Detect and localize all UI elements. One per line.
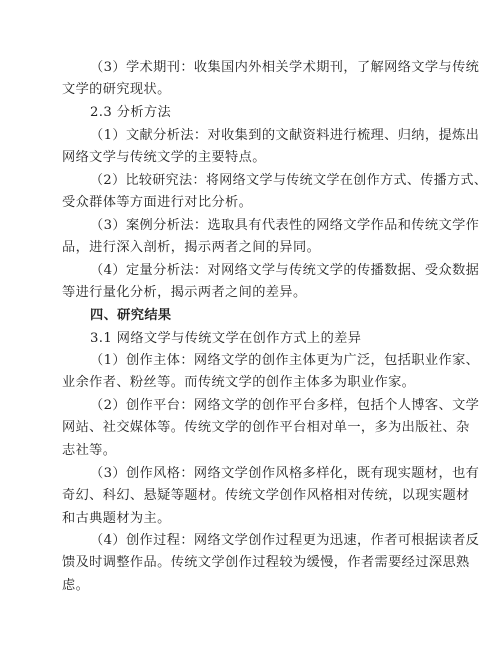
paragraph-comparative-line-1: （2）比较研究法：将网络文学与传统文学在创作方式、传播方式、 — [90, 173, 488, 188]
paragraph-journals-line-2: 文学的研究现状。 — [62, 82, 171, 97]
paragraph-comparative-line-2: 受众群体等方面进行对比分析。 — [62, 195, 253, 210]
paragraph-creator-line-1: （1）创作主体：网络文学的创作主体更为广泛，包括职业作家、 — [90, 353, 480, 368]
paragraph-quantitative-line-1: （4）定量分析法：对网络文学与传统文学的传播数据、受众数据 — [90, 263, 480, 278]
chapter-heading-results: 四、研究结果 — [90, 308, 172, 323]
paragraph-quantitative-line-2: 等进行量化分析，揭示两者之间的差异。 — [62, 285, 307, 300]
paragraph-style-line-1: （3）创作风格：网络文学创作风格多样化，既有现实题材，也有 — [90, 466, 480, 481]
paragraph-case-study-line-1: （3）案例分析法：选取具有代表性的网络文学作品和传统文学作 — [90, 218, 480, 233]
section-heading-2-3: 2.3 分析方法 — [90, 105, 172, 120]
paragraph-process-line-1: （4）创作过程：网络文学创作过程更为迅速，作者可根据读者反 — [90, 533, 480, 548]
paragraph-platform-line-1: （2）创作平台：网络文学的创作平台多样，包括个人博客、文学 — [90, 398, 480, 413]
paragraph-literature-analysis-line-2: 网络文学与传统文学的主要特点。 — [62, 150, 266, 165]
paragraph-platform-line-3: 志社等。 — [62, 443, 117, 458]
paragraph-style-line-3: 和古典题材为主。 — [62, 511, 171, 526]
paragraph-literature-analysis-line-1: （1）文献分析法：对收集到的文献资料进行梳理、归纳，提炼出 — [90, 128, 480, 143]
section-heading-3-1: 3.1 网络文学与传统文学在创作方式上的差异 — [90, 331, 362, 346]
paragraph-process-line-3: 虑。 — [62, 578, 90, 593]
paragraph-platform-line-2: 网站、社交媒体等。传统文学的创作平台相对单一，多为出版社、杂 — [62, 420, 470, 435]
paragraph-style-line-2: 奇幻、科幻、悬疑等题材。传统文学创作风格相对传统，以现实题材 — [62, 488, 470, 503]
paragraph-journals-line-1: （3）学术期刊：收集国内外相关学术期刊，了解网络文学与传统 — [90, 60, 480, 75]
paragraph-case-study-line-2: 品，进行深入剖析，揭示两者之间的异同。 — [62, 240, 321, 255]
paragraph-process-line-2: 馈及时调整作品。传统文学创作过程较为缓慢，作者需要经过深思熟 — [62, 555, 470, 570]
paragraph-creator-line-2: 业余作者、粉丝等。而传统文学的创作主体多为职业作家。 — [62, 375, 416, 390]
